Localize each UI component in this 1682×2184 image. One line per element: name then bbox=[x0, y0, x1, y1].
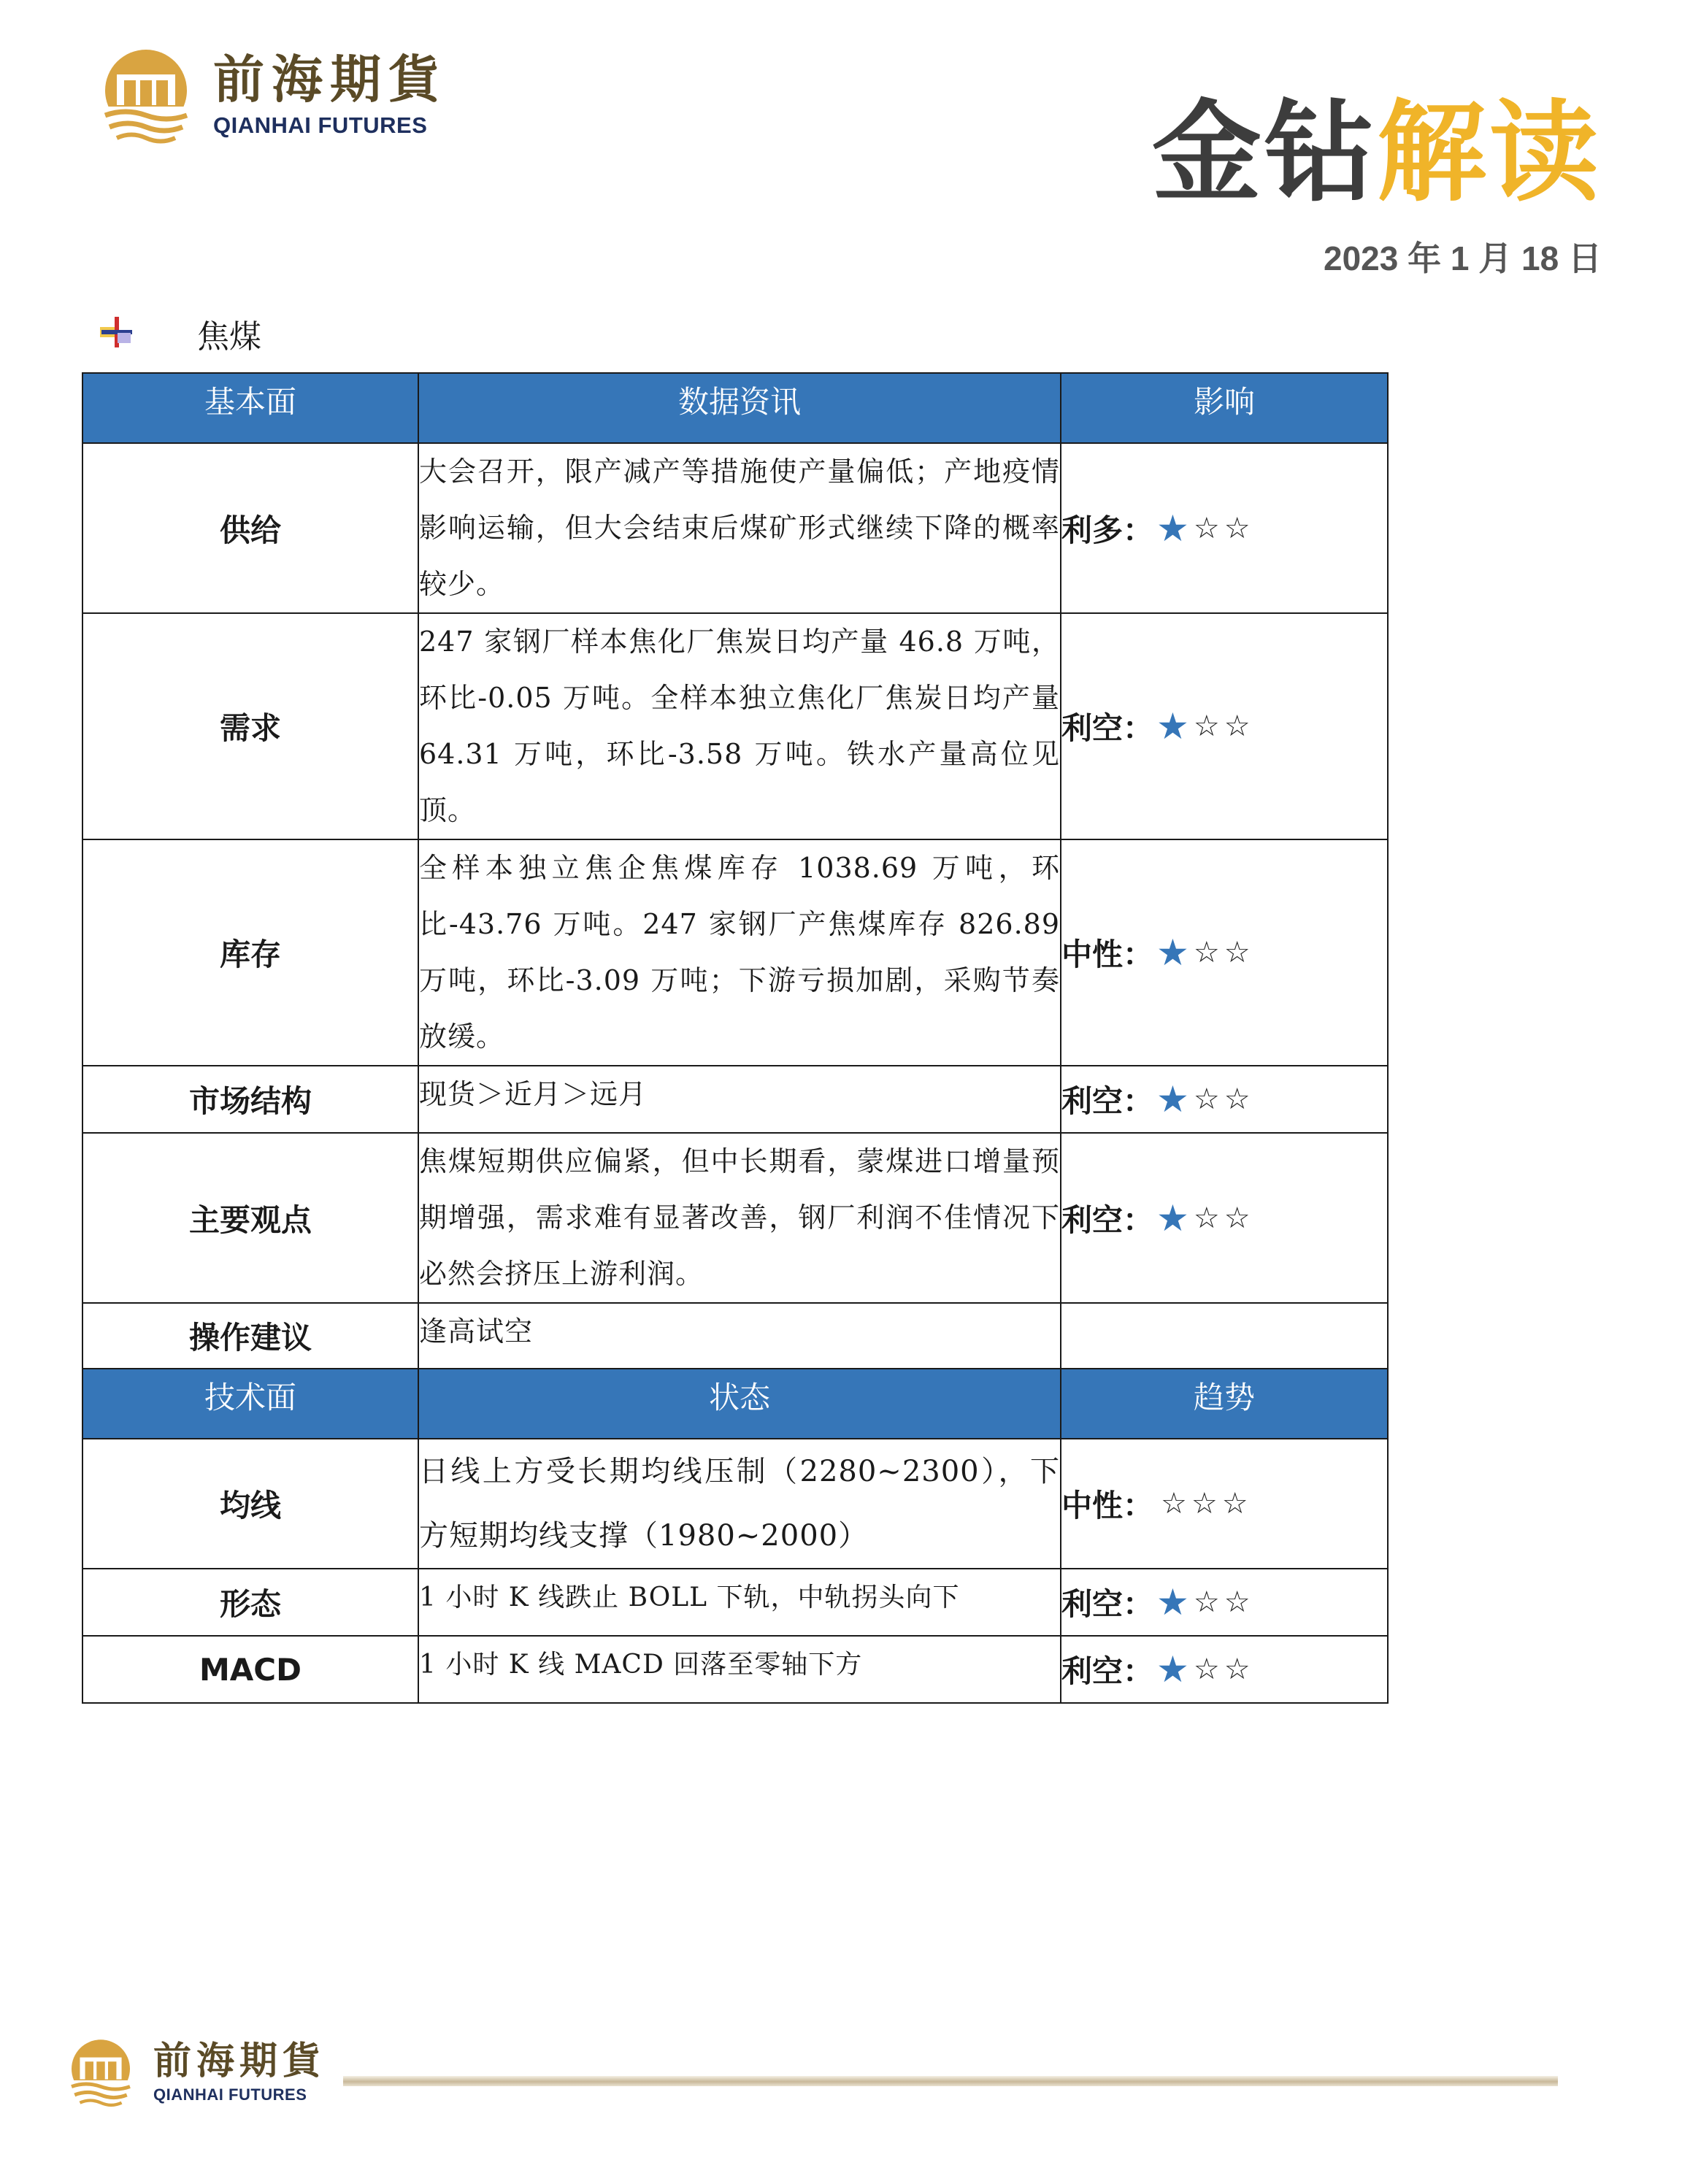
star-empty-icon: ☆ bbox=[1221, 1487, 1248, 1520]
row-label: 需求 bbox=[82, 613, 418, 839]
star-empty-icon: ☆ bbox=[1193, 936, 1220, 969]
impact-rating bbox=[1061, 1482, 1248, 1526]
table-row bbox=[82, 1439, 1388, 1569]
row-info: 日线上方受长期均线压制（2280~2300），下方短期均线支撑（1980~2000） bbox=[418, 1439, 1061, 1569]
row-impact bbox=[1061, 1569, 1388, 1636]
row-label: 操作建议 bbox=[82, 1303, 418, 1369]
fundamentals-header-data: 数据资讯 bbox=[418, 373, 1061, 443]
row-info: 焦煤短期供应偏紧，但中长期看，蒙煤进口增量预期增强，需求难有显著改善，钢厂利润不佳情况下必然会挤压上游利润。 bbox=[418, 1133, 1061, 1303]
star-filled-icon: ★ bbox=[1156, 1078, 1189, 1120]
star-rating bbox=[1156, 1648, 1251, 1691]
impact-label: 利空： bbox=[1061, 1201, 1154, 1238]
report-title-part2: 解读 bbox=[1376, 90, 1602, 217]
company-logo bbox=[95, 45, 447, 147]
analysis-table bbox=[82, 372, 1389, 1704]
star-empty-icon: ☆ bbox=[1224, 1585, 1251, 1619]
row-info: 大会召开，限产减产等措施使产量偏低；产地疫情影响运输，但大会结束后煤矿形式继续下降的概率较少。 bbox=[418, 443, 1061, 613]
technicals-header-category: 技术面 bbox=[82, 1369, 418, 1439]
row-label: 形态 bbox=[82, 1569, 418, 1636]
star-empty-icon: ☆ bbox=[1193, 1201, 1220, 1235]
impact-label: 利空： bbox=[1061, 1083, 1154, 1119]
logo-chinese-name: 前海期貨 bbox=[213, 49, 447, 109]
star-empty-icon: ☆ bbox=[1193, 1585, 1220, 1619]
star-filled-icon: ★ bbox=[1156, 1648, 1189, 1691]
row-impact bbox=[1061, 839, 1388, 1066]
row-impact bbox=[1061, 1133, 1388, 1303]
row-impact bbox=[1061, 1066, 1388, 1133]
table-row bbox=[82, 1066, 1388, 1133]
section-heading bbox=[99, 310, 261, 357]
star-empty-icon: ☆ bbox=[1224, 511, 1251, 545]
fundamentals-header-category: 基本面 bbox=[82, 373, 418, 443]
row-label: 供给 bbox=[82, 443, 418, 613]
impact-rating bbox=[1061, 507, 1251, 550]
star-empty-icon: ☆ bbox=[1224, 710, 1251, 743]
row-impact bbox=[1061, 1439, 1388, 1569]
impact-rating bbox=[1061, 1077, 1251, 1121]
star-empty-icon: ☆ bbox=[1191, 1487, 1218, 1520]
table-row bbox=[82, 1303, 1388, 1369]
impact-rating bbox=[1061, 704, 1251, 748]
table-row bbox=[82, 1636, 1388, 1703]
star-empty-icon: ☆ bbox=[1224, 1201, 1251, 1235]
report-title bbox=[1151, 90, 1602, 217]
bullet-cross-icon bbox=[99, 314, 135, 353]
table-row bbox=[82, 613, 1388, 839]
star-rating bbox=[1156, 1196, 1251, 1239]
impact-label: 利空： bbox=[1061, 1586, 1154, 1622]
footer-logo bbox=[64, 2037, 326, 2110]
star-rating bbox=[1156, 1581, 1251, 1623]
fundamentals-header-row bbox=[82, 373, 1388, 443]
impact-label: 利多： bbox=[1061, 512, 1154, 548]
row-info: 全样本独立焦企焦煤库存 1038.69 万吨，环比-43.76 万吨。247 家钢厂产焦煤库存 826.89 万吨，环比-3.09 万吨；下游亏损加剧，采购节奏放缓。 bbox=[418, 839, 1061, 1066]
impact-rating bbox=[1061, 931, 1251, 974]
impact-label: 中性： bbox=[1061, 937, 1154, 972]
impact-rating bbox=[1061, 1196, 1251, 1240]
star-filled-icon: ★ bbox=[1156, 1196, 1189, 1239]
impact-label: 利空： bbox=[1061, 710, 1154, 746]
impact-rating bbox=[1061, 1580, 1251, 1624]
table-row bbox=[82, 839, 1388, 1066]
star-empty-icon: ☆ bbox=[1224, 1653, 1251, 1686]
star-filled-icon: ★ bbox=[1156, 1581, 1189, 1623]
row-impact bbox=[1061, 1636, 1388, 1703]
row-label: 主要观点 bbox=[82, 1133, 418, 1303]
star-filled-icon: ★ bbox=[1156, 507, 1189, 550]
star-empty-icon: ☆ bbox=[1193, 710, 1220, 743]
star-empty-icon: ☆ bbox=[1224, 1083, 1251, 1116]
star-filled-icon: ★ bbox=[1156, 931, 1189, 974]
row-impact bbox=[1061, 443, 1388, 613]
logo-english-name: QIANHAI FUTURES bbox=[213, 112, 428, 138]
star-empty-icon: ☆ bbox=[1193, 1083, 1220, 1116]
table-row bbox=[82, 1569, 1388, 1636]
impact-label: 中性： bbox=[1061, 1488, 1154, 1523]
row-label: 市场结构 bbox=[82, 1066, 418, 1133]
star-rating bbox=[1156, 931, 1251, 974]
technicals-header-state: 状态 bbox=[418, 1369, 1061, 1439]
row-impact bbox=[1061, 613, 1388, 839]
star-rating bbox=[1156, 1489, 1248, 1518]
logo-emblem-icon bbox=[64, 2037, 137, 2110]
row-info: 现货＞近月＞远月 bbox=[418, 1066, 1061, 1133]
row-label: MACD bbox=[82, 1636, 418, 1703]
table-row bbox=[82, 443, 1388, 613]
star-filled-icon: ★ bbox=[1156, 705, 1189, 747]
row-info: 1 小时 K 线跌止 BOLL 下轨，中轨拐头向下 bbox=[418, 1569, 1061, 1636]
star-rating bbox=[1156, 507, 1251, 550]
footer-divider bbox=[343, 2076, 1558, 2086]
impact-label: 利空： bbox=[1061, 1653, 1154, 1689]
star-rating bbox=[1156, 1078, 1251, 1120]
technicals-header-trend: 趋势 bbox=[1061, 1369, 1388, 1439]
report-date: 2023 年 1 月 18 日 bbox=[1324, 239, 1602, 277]
row-label: 库存 bbox=[82, 839, 418, 1066]
star-empty-icon: ☆ bbox=[1161, 1487, 1187, 1520]
star-empty-icon: ☆ bbox=[1193, 511, 1220, 545]
impact-rating bbox=[1061, 1647, 1251, 1691]
row-info: 247 家钢厂样本焦化厂焦炭日均产量 46.8 万吨，环比-0.05 万吨。全样本独立焦化厂焦炭日均产量 64.31 万吨，环比-3.58 万吨。铁水产量高位见顶。 bbox=[418, 613, 1061, 839]
row-label: 均线 bbox=[82, 1439, 418, 1569]
logo-english-name: QIANHAI FUTURES bbox=[153, 2085, 307, 2104]
star-rating bbox=[1156, 705, 1251, 747]
logo-chinese-name: 前海期貨 bbox=[153, 2038, 326, 2083]
row-info: 逢高试空 bbox=[418, 1303, 1061, 1369]
row-impact bbox=[1061, 1303, 1388, 1369]
row-info: 1 小时 K 线 MACD 回落至零轴下方 bbox=[418, 1636, 1061, 1703]
table-row bbox=[82, 1133, 1388, 1303]
logo-emblem-icon bbox=[95, 45, 197, 147]
star-empty-icon: ☆ bbox=[1224, 936, 1251, 969]
report-title-part1: 金钻 bbox=[1151, 90, 1377, 217]
section-title: 焦煤 bbox=[197, 318, 261, 355]
technicals-header-row bbox=[82, 1369, 1388, 1439]
star-empty-icon: ☆ bbox=[1193, 1653, 1220, 1686]
fundamentals-header-impact: 影响 bbox=[1061, 373, 1388, 443]
